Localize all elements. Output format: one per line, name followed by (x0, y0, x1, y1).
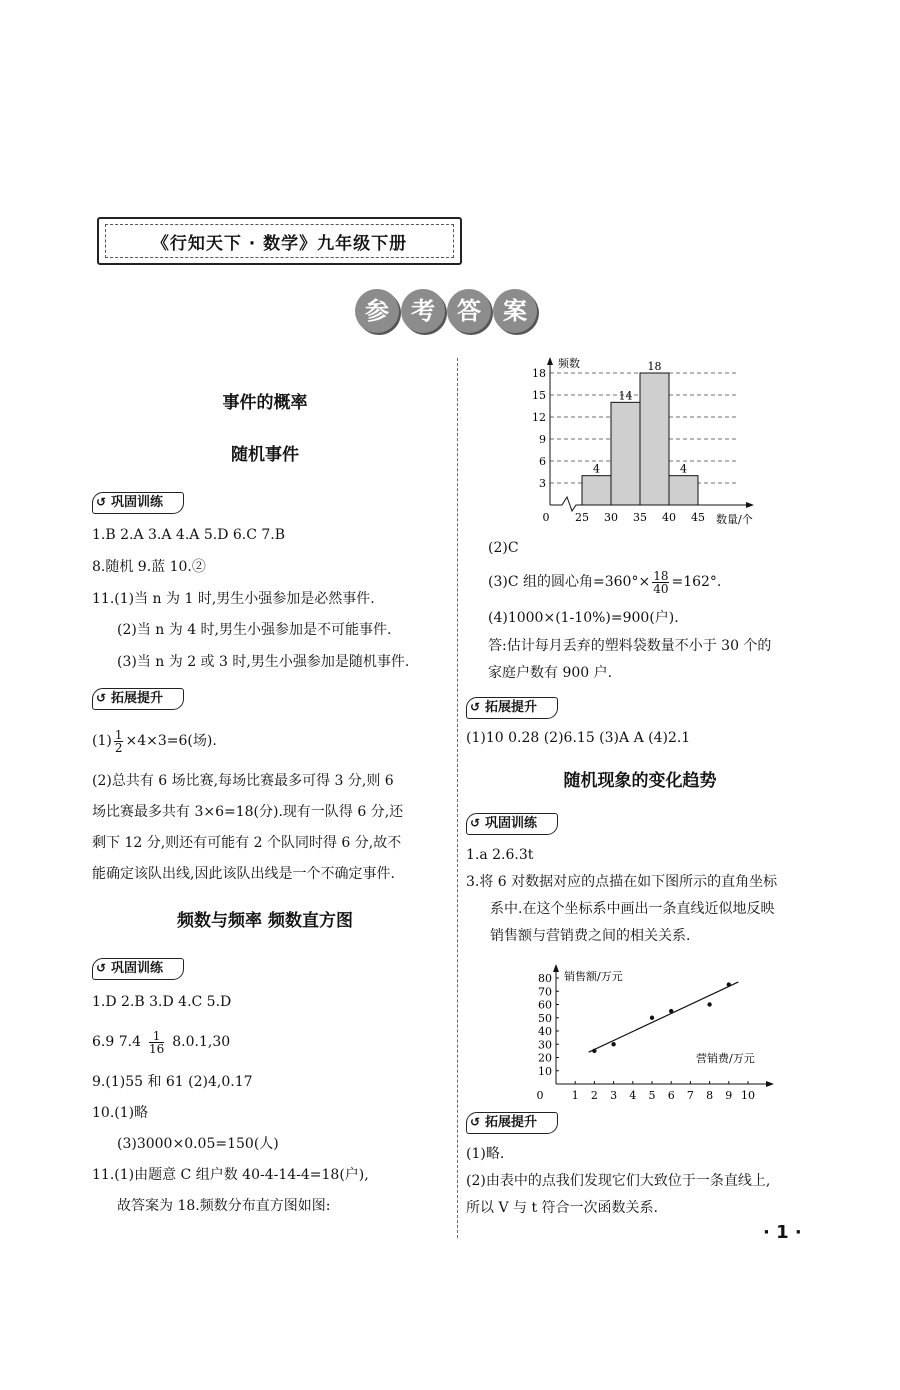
tag-consolidate: ↺ 巩固训练 (466, 813, 558, 835)
text: 6.9 7.4 (92, 1034, 141, 1050)
y-tick-label: 12 (532, 411, 546, 424)
y-axis-arrow (547, 357, 553, 365)
answer-line: 3.将 6 对数据对应的点描在如下图所示的直角坐标 (466, 874, 778, 890)
x-axis-label: 数量/个 (716, 513, 753, 526)
y-tick-label: 15 (532, 389, 546, 402)
bar-data-label: 18 (647, 360, 662, 373)
x-tick-label: 25 (575, 511, 589, 524)
answer-line: (1)略. (466, 1146, 505, 1162)
answer-line (92, 728, 217, 754)
section-subtitle: 随机事件 (231, 445, 299, 465)
answer-title (355, 289, 540, 333)
histogram-bar (669, 476, 698, 505)
y-tick-label: 30 (538, 1038, 552, 1052)
y-axis-label: 销售额/万元 (564, 970, 623, 983)
title-char: 案 (493, 289, 537, 333)
page-number: · 1 · (763, 1222, 802, 1243)
x-tick-label: 7 (686, 1089, 694, 1100)
tag-extend: ↺ 拓展提升 (92, 688, 184, 710)
answer-line: 答:估计每月丢弃的塑料袋数量不小于 30 个的 (488, 638, 772, 654)
answer-line: 9.(1)55 和 61 (2)4,0.17 (92, 1074, 253, 1090)
x-axis-arrow (746, 502, 754, 508)
section-title: 随机现象的变化趋势 (563, 771, 717, 791)
data-point (669, 1009, 673, 1013)
denominator: 16 (148, 1041, 165, 1056)
histogram-bar (611, 402, 640, 505)
text: (1) (92, 733, 112, 749)
answer-line: 10.(1)略 (92, 1105, 149, 1121)
x-axis-arrow (766, 1081, 774, 1087)
x-tick-label: 0 (542, 511, 550, 524)
title-char: 考 (401, 289, 445, 333)
answer-line: 1.B 2.A 3.A 4.A 5.D 6.C 7.B (92, 527, 286, 543)
numerator: 1 (114, 727, 123, 742)
tag-extend: ↺ 拓展提升 (466, 697, 558, 719)
x-tick-label: 3 (610, 1089, 618, 1100)
histogram-bar (582, 476, 611, 505)
y-axis-arrow (553, 964, 559, 972)
answer-line: 所以 V 与 t 符合一次函数关系. (466, 1200, 658, 1216)
bar-data-label: 4 (593, 462, 600, 476)
y-tick-label: 3 (539, 477, 546, 490)
scatter-plot (520, 962, 780, 1100)
x-tick-label: 9 (725, 1089, 733, 1100)
denominator: 2 (114, 740, 123, 755)
x-tick-label: 1 (571, 1089, 579, 1100)
text: =162°. (671, 574, 722, 590)
answer-line: (3)当 n 为 2 或 3 时,男生小强参加是随机事件. (117, 654, 410, 670)
y-tick-label: 40 (538, 1025, 552, 1038)
answer-line: 11.(1)由题意 C 组户数 40-4-14-4=18(户), (92, 1167, 369, 1183)
section-title: 事件的概率 (222, 393, 308, 413)
bar-data-label: 4 (680, 462, 687, 476)
text: (3)C 组的圆心角=360°× (488, 574, 651, 590)
text: ×4×3=6(场). (125, 733, 217, 749)
fraction (114, 729, 124, 754)
y-tick-label: 50 (538, 1011, 552, 1025)
x-tick-label: 35 (633, 511, 647, 524)
answer-line: 1.D 2.B 3.D 4.C 5.D (92, 994, 232, 1010)
answer-line: 系中.在这个坐标系中画出一条直线近似地反映 (490, 901, 775, 917)
answer-line: (1)10 0.28 (2)6.15 (3)A A (4)2.1 (466, 730, 691, 746)
x-tick-label: 6 (667, 1089, 675, 1100)
frequency-histogram (528, 355, 768, 530)
y-axis-label: 频数 (558, 357, 580, 370)
data-point (727, 982, 731, 986)
x-tick-label: 5 (648, 1089, 656, 1100)
y-tick-label: 9 (539, 433, 546, 446)
answer-line: 8.随机 9.蓝 10.② (92, 559, 206, 575)
answer-line: (4)1000×(1-10%)=900(户). (488, 610, 679, 626)
answer-line: (2)总共有 6 场比赛,每场比赛最多可得 3 分,则 6 (92, 773, 394, 789)
answer-line: (2)由表中的点我们发现它们大致位于一条直线上, (466, 1173, 771, 1189)
tag-extend: ↺ 拓展提升 (466, 1112, 558, 1134)
y-tick-label: 6 (539, 455, 546, 468)
numerator: 18 (653, 568, 669, 583)
y-tick-label: 60 (538, 998, 552, 1012)
data-point (592, 1049, 596, 1053)
banner-title: 《行知天下 · 数学》九年级下册 (151, 234, 408, 254)
answer-line: 销售额与营销费之间的相关关系. (490, 928, 691, 944)
answer-line (92, 1028, 230, 1056)
x-tick-label: 30 (604, 511, 618, 524)
y-tick-label: 20 (538, 1051, 552, 1065)
bar-data-label: 14 (618, 389, 633, 403)
book-banner (97, 217, 462, 265)
tag-consolidate: ↺ 巩固训练 (92, 958, 184, 980)
answer-line: 能确定该队出线,因此该队出线是一个不确定事件. (92, 866, 395, 882)
answer-line: 故答案为 18.频数分布直方图如图: (117, 1198, 331, 1214)
answer-line: 家庭户数有 900 户. (488, 665, 613, 681)
x-tick-label: 2 (590, 1089, 598, 1100)
x-tick-label: 45 (691, 511, 705, 524)
section-title: 频数与频率 频数直方图 (177, 911, 353, 931)
title-char: 答 (447, 289, 491, 333)
answer-line: 剩下 12 分,则还有可能有 2 个队同时得 6 分,故不 (92, 835, 402, 851)
x-tick-label: 40 (662, 511, 676, 524)
data-point (707, 1002, 711, 1006)
answer-line (488, 568, 721, 596)
y-tick-label: 10 (538, 1064, 552, 1078)
answer-line: (2)当 n 为 4 时,男生小强参加是不可能事件. (117, 622, 392, 638)
y-tick-label: 80 (538, 972, 552, 985)
y-tick-label: 70 (538, 985, 552, 999)
data-point (650, 1016, 654, 1020)
column-divider (457, 358, 458, 1238)
title-char: 参 (355, 289, 399, 333)
answer-line: 场比赛最多共有 3×6=18(分).现有一队得 6 分,还 (92, 804, 404, 820)
x-tick-label: 8 (706, 1089, 714, 1100)
x-tick-label: 4 (629, 1089, 637, 1100)
data-point (611, 1042, 615, 1046)
trend-line (589, 982, 739, 1052)
answer-line: 11.(1)当 n 为 1 时,男生小强参加是必然事件. (92, 591, 375, 607)
fraction (652, 570, 669, 595)
answer-line: (2)C (488, 540, 519, 556)
x-axis-label: 营销费/万元 (696, 1052, 755, 1065)
histogram-bar (640, 373, 669, 505)
denominator: 40 (653, 581, 669, 596)
text: 8.0.1,30 (172, 1034, 231, 1050)
x-tick-label: 10 (741, 1089, 755, 1100)
tag-consolidate: ↺ 巩固训练 (92, 492, 184, 514)
answer-line: (3)3000×0.05=150(人) (117, 1136, 279, 1152)
numerator: 1 (149, 1030, 164, 1043)
answer-line: 1.a 2.6.3t (466, 847, 534, 863)
fraction (149, 1030, 164, 1055)
x-tick-label: 0 (536, 1089, 544, 1100)
y-tick-label: 18 (532, 367, 546, 380)
